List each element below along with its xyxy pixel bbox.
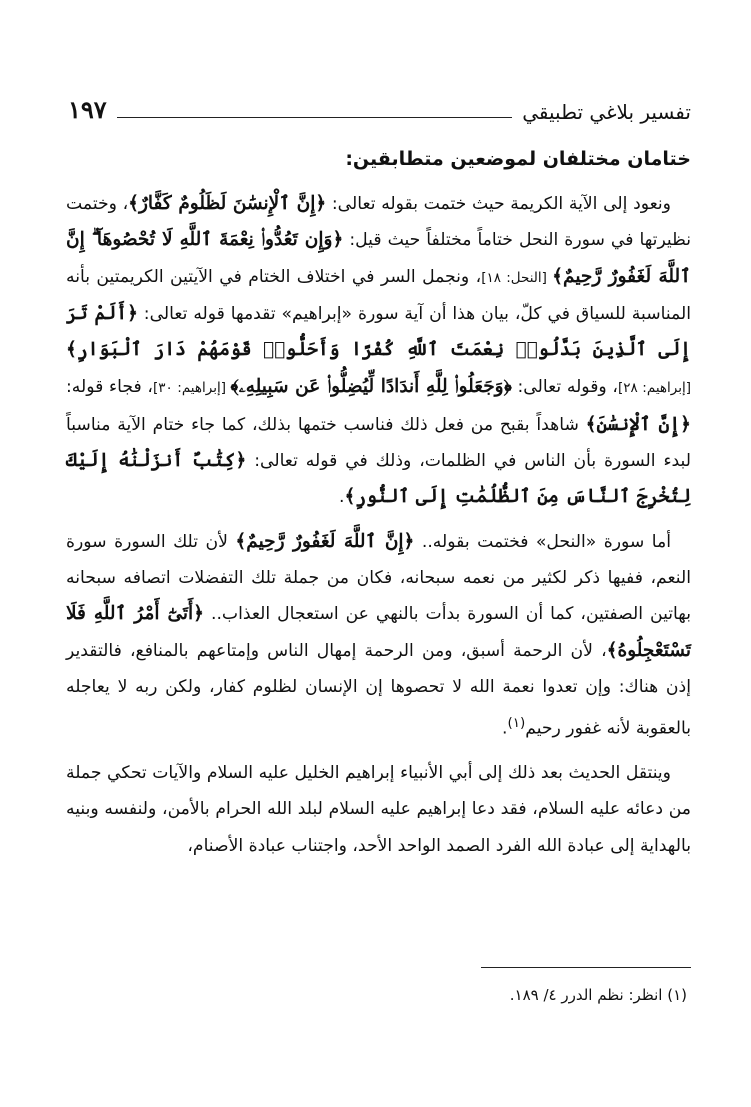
verse-reference: [إبراهيم: ٣٠] [152, 380, 231, 397]
header-rule [117, 117, 513, 118]
page-header [68, 84, 691, 124]
quran-verse: ﴿إِنَّ ٱللَّهَ لَغَفُورٌ رَّحِيمٌ﴾ [235, 530, 415, 552]
footnote-rule [481, 967, 691, 968]
quran-verse: ﴿إِنَّ ٱلْإِنسَٰنَ﴾ [585, 413, 692, 435]
text-run: ، فجاء قوله: [66, 377, 153, 398]
section-heading: ختامان مختلفان لموضعين متطابقين: [345, 148, 691, 170]
quran-verse: ﴿وَإِن تَعُدُّوا۟ نِعْمَةَ ٱللَّهِ لَا تُحْصُوهَآ ۗ إِنَّ ٱللَّهَ لَغَفُورٌ رَّحِيمٌ﴾ [66, 229, 691, 287]
footnote: (١) انظر: نظم الدرر ٤/ ١٨٩. [509, 986, 687, 1004]
text-run: ، وختمت نظيرتها في سورة النحل ختاماً مختلفاً حيث قيل: [66, 194, 692, 251]
verse-reference: [إبراهيم: ٢٨] [617, 380, 691, 397]
text-run: . [501, 718, 508, 739]
page-body [66, 148, 691, 872]
text-run: ، ونجمل السر في اختلاف الختام في الآيتين الكريمتين بأنه المناسبة للسياق في كلّ، بيان هذا أن آية سورة «إبراهيم» تقدمها قوله تعالى: [66, 266, 691, 324]
text-run: ، لأن الرحمة أسبق، ومن الرحمة إمهال الناس وإمتاعهم بالمنافع، فالتقدير إذن هناك: وإن تعدوا نعمة الله لا تحصوها إن الإنسان لظلوم كفار، ولكن ربه لا يعاجله بالعقوبة لأنه غفور رحيم [66, 640, 691, 739]
text-run: ونعود إلى الآية الكريمة حيث ختمت بقوله تعالى: [326, 194, 671, 214]
paragraph-2 [66, 524, 691, 748]
quran-verse: ﴿أَلَمْ تَرَ إِلَى ٱلَّذِينَ بَدَّلُوا۟ نِعْمَتَ ٱللَّهِ كُفْرًا وَأَحَلُّوا۟ قَوْمَهُمْ دَارَ ٱلْبَوَارِ﴾ [66, 302, 691, 361]
quran-verse: ﴿وَجَعَلُوا۟ لِلَّهِ أَندَادًا لِّيُضِلُّوا۟ عَن سَبِيلِهِۦ﴾ [230, 376, 512, 398]
verse-reference: [النحل: ١٨] [481, 269, 553, 286]
paragraph-1 [66, 186, 691, 516]
quran-verse: ﴿أَتَىٰٓ أَمْرُ ٱللَّهِ فَلَا تَسْتَعْجِلُوهُ﴾ [66, 603, 691, 661]
text-run: ، وقوله تعالى: [511, 377, 618, 398]
text-run: لأن تلك السورة سورة النعم، ففيها ذكر لكثير من نعمه سبحانه، فكان من جملة تلك التفضلات اتصافه سبحانه بهاتين الصفتين، كما أن السورة بدأت بالنهي عن استعجال العذاب.. [66, 531, 691, 625]
quran-verse: ﴿إِنَّ ٱلْإِنسَٰنَ لَظَلُومٌ كَفَّارٌ﴾ [128, 193, 327, 214]
footnote-marker: (١) [507, 715, 526, 732]
paragraph-3: وينتقل الحديث بعد ذلك إلى أبي الأنبياء إبراهيم الخليل عليه السلام والآيات تحكي جملة من دعائه عليه السلام، فقد دعا إبراهيم عليه السلام لبلد الله الحرام بالأمن، ولنفسه وبنيه بالهداية إلى عبادة الله الفرد الصمد الواحد الأحد، واجتناب عبادة الأصنام، [66, 763, 691, 856]
book-title: تفسير بلاغي تطبيقي [522, 100, 691, 124]
text-run: . [338, 487, 345, 508]
text-run: أما سورة «النحل» فختمت بقوله.. [414, 531, 671, 552]
quran-verse: ﴿كِتَٰبٌ أَنزَلْنَٰهُ إِلَيْكَ لِتُخْرِجَ ٱلنَّاسَ مِنَ ٱلظُّلُمَٰتِ إِلَى ٱلنُّورِ﴾ [66, 450, 691, 508]
page-number: ١٩٧ [68, 95, 107, 124]
text-run: شاهداً بقبح من فعل ذلك فناسب ختمها بذلك، كما جاء ختام الآية مناسباً لبدء السورة بأن الناس في الظلمات، وذلك في قوله تعالى: [66, 414, 691, 472]
